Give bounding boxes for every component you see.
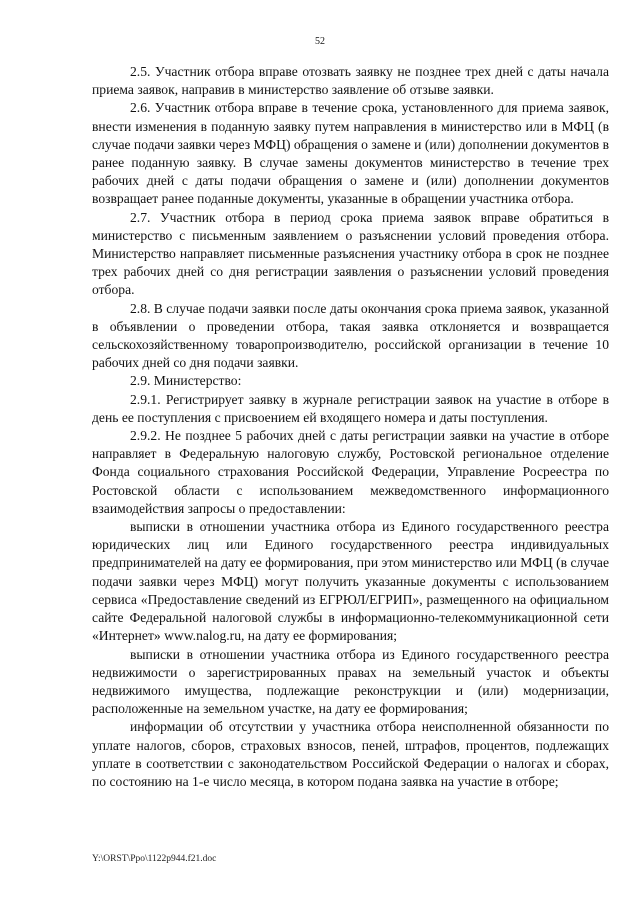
paragraph-2-5: 2.5. Участник отбора вправе отозвать заявку не позднее трех дней с даты начала приема заявок, направив в министерство заявление об отзыве заявки. [92,64,609,98]
paragraph-2-8: 2.8. В случае подачи заявки после даты окончания срока приема заявок, указанной в объявлении о проведении отбора, такая заявка отклоняется и возвращается сельскохозяйственному товаропроизводителю, российской организации в течение 10 рабочих дней со дня подачи заявки. [92,300,609,371]
file-path-footer: Y:\ORST\Ppo\1122p944.f21.doc [92,854,217,864]
page-number: 52 [315,36,325,47]
paragraph-egrn-extract: выписки в отношении участника отбора из Единого государственного реестра недвижимости о зарегистрированных правах на земельный участок и объекты недвижимого имущества, подлежащие реконструкции и (или) модернизации, расположенные на земельном участке, на дату ее формирования; [92,646,609,717]
paragraph-2-6: 2.6. Участник отбора вправе в течение срока, установленного для приема заявок, внести изменения в поданную заявку путем направления в министерство или в МФЦ (в случае подачи заявки через МФЦ) обращения о замене и (или) дополнении документов в ранее поданную заявку. В случае замены документов министерство в течение трех рабочих дней с даты подачи обращения о замене и (или) дополнении документов возвращает ранее поданные документы, указанные в обращении участника отбора. [92,100,609,207]
paragraph-2-9-1: 2.9.1. Регистрирует заявку в журнале регистрации заявок на участие в отборе в день ее поступления с присвоением ей входящего номера и даты поступления. [92,391,609,425]
paragraph-egrul-extract: выписки в отношении участника отбора из Единого государственного реестра юридических лиц или Единого государственного реестра индивидуальных предпринимателей на дату ее формирования, при этом министерство или МФЦ (в случае подачи заявки через МФЦ) могут получить указанные документы с использованием сервиса «Предоставление сведений из ЕГРЮЛ/ЕГРИП», размещенного на официальном сайте Федеральной налоговой службы в информационно-телекоммуникационной сети «Интернет» www.nalog.ru, на дату ее формирования; [92,519,609,644]
paragraph-2-9: 2.9. Министерство: [130,373,242,389]
paragraph-2-9-2: 2.9.2. Не позднее 5 рабочих дней с даты регистрации заявки на участие в отборе направляет в Федеральную налоговую службу, Ростовской региональное отделение Фонда социального страхования Российской Федерации, Управление Росреестра по Ростовской области с использованием межведомственного информационного взаимодействия запросы о предоставлении: [92,428,609,516]
document-body [92,63,609,791]
paragraph-2-7: 2.7. Участник отбора в период срока приема заявок вправе обратиться в министерство с письменным заявлением о разъяснении условий проведения отбора. Министерство направляет письменные разъяснения участнику отбора в срок не позднее трех рабочих дней со дня регистрации заявления о разъяснении условий проведения отбора. [92,209,609,298]
paragraph-tax-debt-info: информации об отсутствии у участника отбора неисполненной обязанности по уплате налогов, сборов, страховых взносов, пеней, штрафов, процентов, подлежащих уплате в соответствии с законодательством Российской Федерации о налогах и сборах, по состоянию на 1-е число месяца, в котором подана заявка на участие в отборе; [92,719,609,789]
